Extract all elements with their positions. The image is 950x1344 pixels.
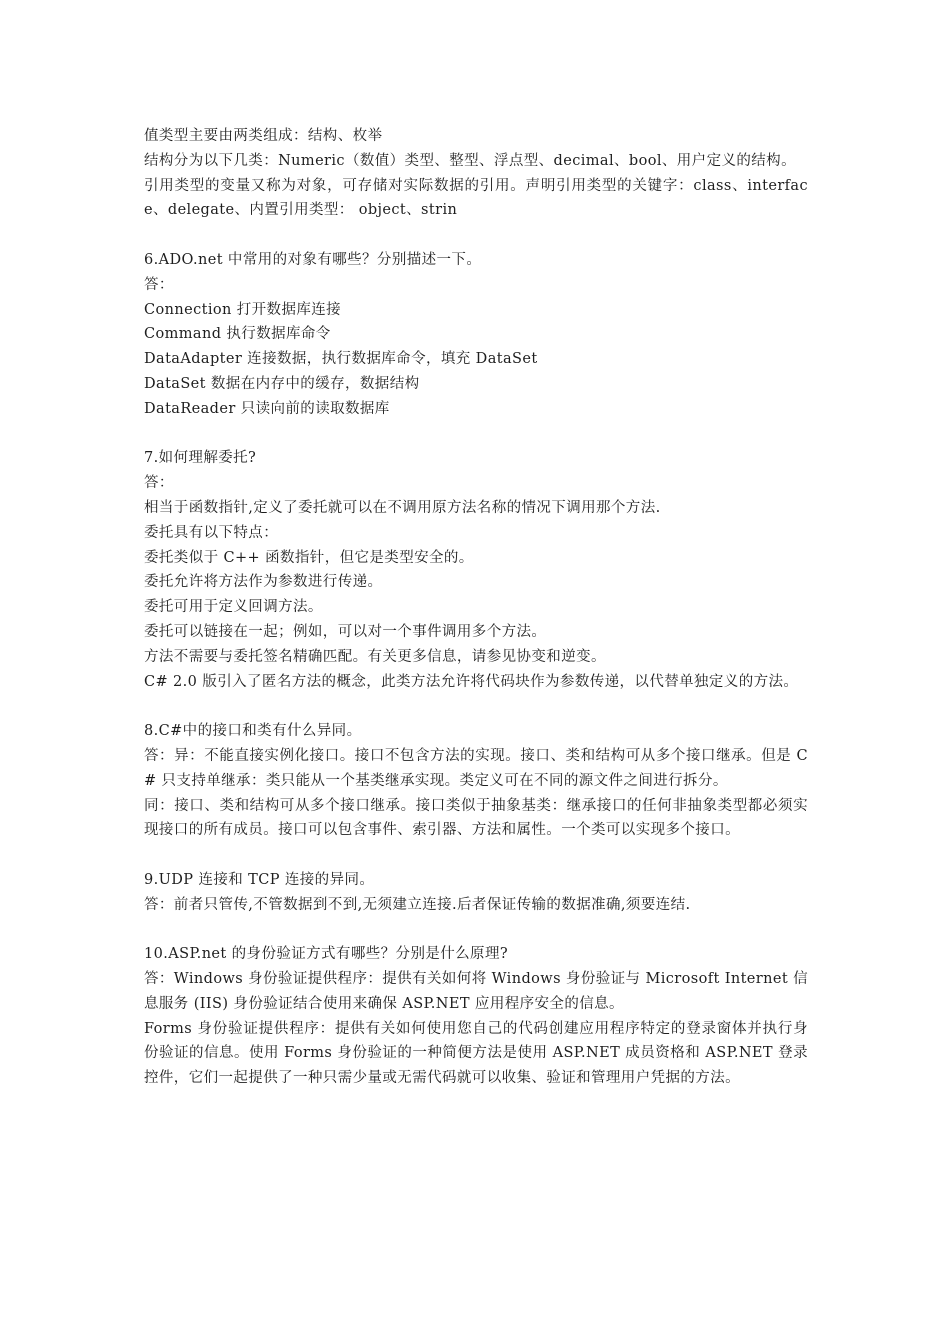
- text-section: [144, 942, 808, 1091]
- text-line: 8.C#中的接口和类有什么异同。: [144, 723, 362, 740]
- text-line: DataSet 数据在内存中的缓存，数据结构: [144, 375, 420, 392]
- text-line: 委托允许将方法作为参数进行传递。: [144, 574, 383, 591]
- text-line: 答：前者只管传,不管数据到不到,无须建立连接.后者保证传输的数据准确,须要连结.: [144, 896, 691, 913]
- paragraph-gap: [144, 223, 808, 248]
- text-line: 委托类似于 C++ 函数指针，但它是类型安全的。: [144, 549, 474, 566]
- paragraph-gap: [144, 422, 808, 447]
- text-line: 值类型主要由两类组成：结构、枚举: [144, 128, 383, 144]
- document-body: [144, 124, 808, 1091]
- text-line: DataAdapter 连接数据，执行数据库命令，填充 DataSet: [144, 351, 538, 368]
- text-line: 委托具有以下特点：: [144, 524, 279, 541]
- text-line: C# 2.0 版引入了匿名方法的概念，此类方法允许将代码块作为参数传递，以代替单独定义的方法。: [144, 673, 799, 690]
- text-line: Connection 打开数据库连接: [144, 301, 342, 318]
- text-line: Forms 身份验证提供程序：提供有关如何使用您自己的代码创建应用程序特定的登录窗体并执行身份验证的信息。使用 Forms 身份验证的一种简便方法是使用 ASP.NET 成员资格和 ASP.NET 登录控件，它们一起提供了一种只需少量或无需代码就可以收集、验证和管理用户凭据的方法。: [144, 1020, 808, 1087]
- paragraph-gap: [144, 918, 808, 943]
- text-section: [144, 719, 808, 843]
- text-line: 相当于函数指针,定义了委托就可以在不调用原方法名称的情况下调用那个方法.: [144, 499, 661, 516]
- text-line: 方法不需要与委托签名精确匹配。有关更多信息，请参见协变和逆变。: [144, 648, 606, 665]
- text-line: 答：异：不能直接实例化接口。接口不包含方法的实现。接口、类和结构可从多个接口继承。但是 C# 只支持单继承：类只能从一个基类继承实现。类定义可在不同的源文件之间进行拆分。: [144, 747, 808, 789]
- text-line: 答：Windows 身份验证提供程序：提供有关如何将 Windows 身份验证与 Microsoft Internet 信息服务 (IIS) 身份验证结合使用来确保 ASP.NET 应用程序安全的信息。: [144, 971, 808, 1012]
- text-section: [144, 124, 808, 223]
- text-line: DataReader 只读向前的读取数据库: [144, 400, 390, 417]
- text-section: [144, 446, 808, 694]
- text-line: 9.UDP 连接和 TCP 连接的异同。: [144, 871, 375, 888]
- text-line: 10.ASP.net 的身份验证方式有哪些？分别是什么原理?: [144, 946, 509, 963]
- text-line: 同：接口、类和结构可从多个接口继承。接口类似于抽象基类：继承接口的任何非抽象类型都必须实现接口的所有成员。接口可以包含事件、索引器、方法和属性。一个类可以实现多个接口。: [144, 797, 808, 839]
- paragraph-gap: [144, 694, 808, 719]
- text-line: 结构分为以下几类：Numeric（数值）类型、整型、浮点型、decimal、bool、用户定义的结构。: [144, 152, 796, 169]
- text-line: 引用类型的变量又称为对象，可存储对实际数据的引用。声明引用类型的关键字：class、interface、delegate、内置引用类型： object、strin: [144, 177, 808, 219]
- text-line: 委托可以链接在一起；例如，可以对一个事件调用多个方法。: [144, 623, 547, 640]
- paragraph-gap: [144, 843, 808, 868]
- text-line: 6.ADO.net 中常用的对象有哪些？分别描述一下。: [144, 251, 482, 268]
- text-line: Command 执行数据库命令: [144, 326, 331, 343]
- text-line: 委托可用于定义回调方法。: [144, 599, 323, 616]
- text-section: [144, 868, 808, 918]
- text-line: 答：: [144, 475, 174, 492]
- text-line: 7.如何理解委托?: [144, 450, 257, 467]
- text-line: 答：: [144, 276, 174, 293]
- text-section: [144, 248, 808, 422]
